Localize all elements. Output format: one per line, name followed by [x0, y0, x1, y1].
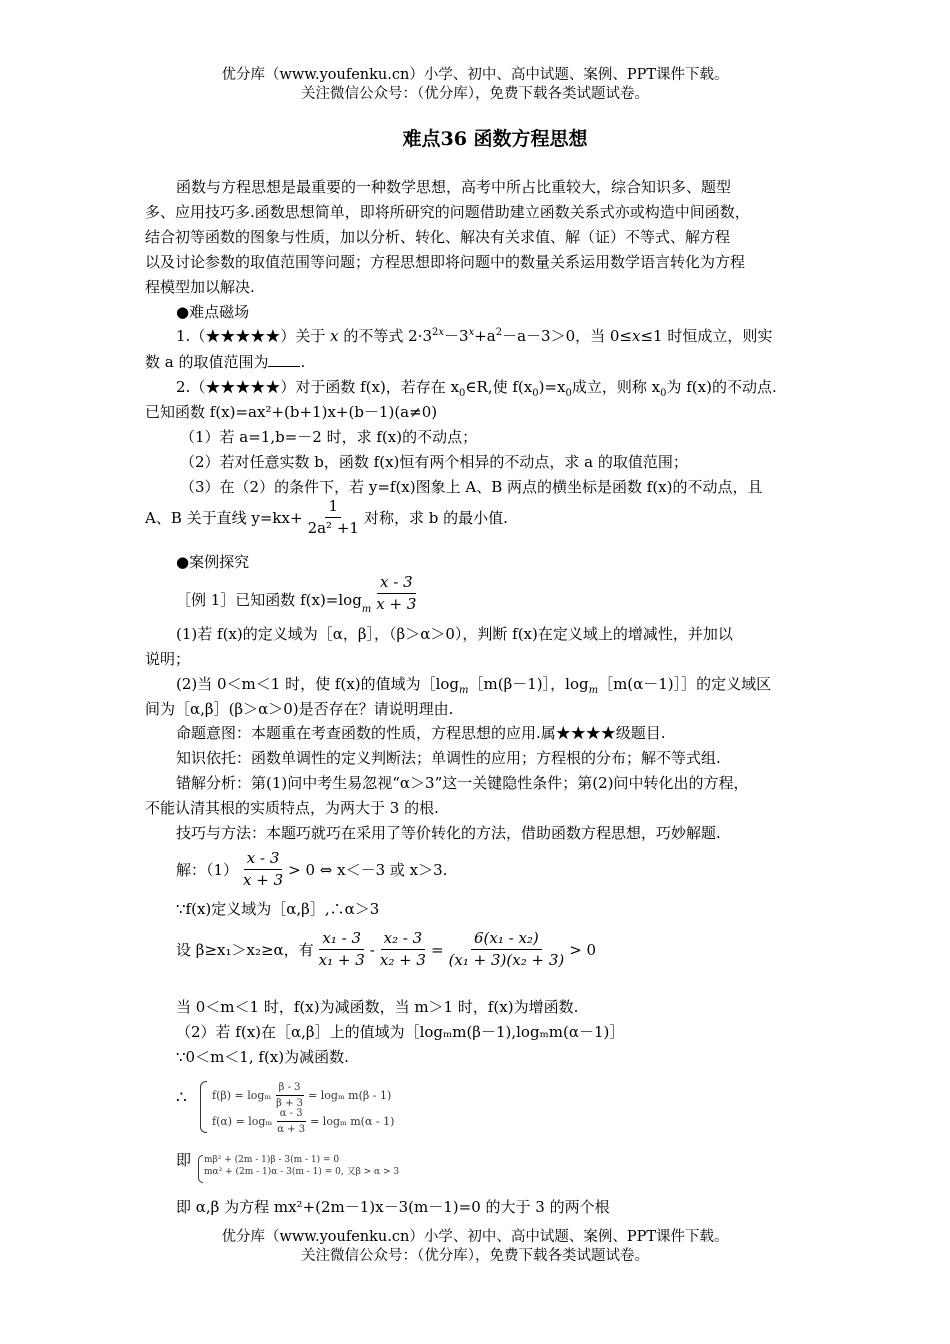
solution-step-2: ∵f(x)定义域为［α,β］,∴α＞3 — [176, 900, 380, 918]
brace — [198, 1155, 203, 1183]
star-rating: （★★★★★） — [190, 327, 296, 345]
solution-step-3: 设 β≥x₁＞x₂≥α，有 $\frac{\text{x₁ - 3}}{\text{x₁ + 3}}$ - $\frac{\text{x₂ - 3}}{\text{x₂ + 3}}$ = $\frac{\text{6(x₁ - x₂)}}{\text{(x₁ + 3)(x₂ + 3)}}$ > 0 — [176, 929, 597, 969]
example-1-q1: (1)若 f(x)的定义域为［α，β］，（β＞α＞0），判断 f(x)在定义域上的增减性，并加以 — [176, 625, 733, 643]
section-difficulty: ●难点磁场 — [176, 303, 250, 321]
problem-2: 2.（★★★★★）对于函数 f(x)，若存在 $x_0\in R$,使 $f(x_0)=x_0$成立，则称 $x_0$为 f(x)的不动点. — [176, 378, 777, 399]
knowledge-basis: 知识依托：函数单调性的定义判断法；单调性的应用；方程根的分布；解不等式组. — [176, 749, 721, 767]
error-analysis: 错解分析：第(1)问中考生易忽视“α＞3”这一关键隐性条件；第(2)问中转化出的方程， — [176, 774, 749, 792]
example-1: ［例 1］已知函数 f(x)=log m $\frac{x - 3}{x + 3}$ — [176, 574, 421, 613]
solution-step-4: 当 0＜m＜1 时，f(x)为减函数，当 m＞1 时，f(x)为增函数. — [176, 998, 579, 1016]
section-cases: ●案例探究 — [176, 553, 250, 571]
footer-line-1: 优分库（www.youfenku.cn）小学、初中、高中试题、案例、PPT课件下载。 — [221, 1229, 729, 1245]
header-line-1: 优分库（www.youfenku.cn）小学、初中、高中试题、案例、PPT课件下载。 — [221, 67, 729, 83]
example-1-q2: (2)当 0＜m＜1 时，使 f(x)的值域为$[\log_m[m(\beta-1)]$，$\log_m[m(\alpha-1)]]$的定义域区 — [176, 675, 772, 696]
header-line-2: 关注微信公众号：（优分库），免费下载各类试题试卷。 — [301, 86, 649, 102]
system-eq-1: f(β) = logₘ $\frac{\beta - 3}{\beta + 3}$ = logₘ m(β - 1) — [212, 1082, 392, 1109]
system-eq-2: f(α) = logₘ $\frac{\alpha - 3}{\alpha + 3}$ = logₘ m(α - 1) — [212, 1108, 395, 1135]
brace — [200, 1081, 207, 1133]
error-analysis-cont: 不能认清其根的实质特点，为两大于 3 的根. — [145, 799, 439, 817]
fraction: $\frac{x - 3}{x + 3}$ — [376, 573, 417, 613]
intent: 命题意图：本题重在考查函数的性质，方程思想的应用.属★★★★级题目. — [176, 724, 666, 742]
problem-1: 1.（★★★★★）关于 x 的不等式 $2\cdot 3^{2x}-3^x+a^2-a-3>0$，当 0≤x≤1 时恒成立，则实 — [176, 327, 773, 345]
intro-line-4: 以及讨论参数的取值范围等问题；方程思想即将问题中的数量关系运用数学语言转化为方程 — [145, 253, 746, 271]
solution-step-5: （2）若 f(x)在［α,β］上的值域为［logₘm(β－1),logₘm(α－1)］ — [176, 1023, 625, 1041]
problem-2-q1: （1）若 a=1,b=－2 时，求 f(x)的不动点； — [180, 428, 478, 446]
therefore-sign: ∴ — [176, 1088, 187, 1108]
fraction: $\frac{1}{\text{2a² +1}}$ — [307, 497, 359, 537]
technique: 技巧与方法：本题巧就巧在采用了等价转化的方法，借助函数方程思想，巧妙解题. — [176, 824, 721, 842]
quadratic-system: mβ² + (2m - 1)β - 3(m - 1) = 0 mα² + (2m - 1)α - 3(m - 1) = 0 , 又β > α > 3 — [204, 1155, 400, 1177]
solution-step-6: ∵0＜m＜1, f(x)为减函数. — [176, 1048, 349, 1066]
example-1-q1-cont: 说明； — [145, 650, 191, 668]
fraction: $\frac{x - 3}{x + 3}$ — [243, 849, 284, 889]
ji-label: 即 — [176, 1151, 192, 1169]
intro-line-3: 结合初等函数的图象与性质，加以分析、转化、解决有关求值、解（证）不等式、解方程 — [145, 228, 731, 246]
intro-line-1: 函数与方程思想是最重要的一种数学思想，高考中所占比重较大，综合知识多、题型 — [176, 178, 732, 196]
problem-2-q3-cont: A、B 关于直线 y=kx+ $\frac{1}{\text{2a² +1}}$ 对称，求 b 的最小值. — [145, 497, 508, 537]
page-footer — [0, 1228, 950, 1266]
page-title: 难点36 函数方程思想 — [402, 128, 588, 150]
solution-conclusion: 即 α,β 为方程 mx²+(2m－1)x－3(m－1)=0 的大于 3 的两个根 — [176, 1198, 610, 1216]
example-1-q2-cont: 间为［α,β］(β＞α＞0)是否存在？请说明理由. — [145, 700, 454, 718]
page-header — [0, 66, 950, 104]
intro-line-2: 多、应用技巧多.函数思想简单，即将所研究的问题借助建立函数关系式亦或构造中间函数， — [145, 203, 750, 221]
solution-step-1: 解：（1） $\frac{x - 3}{x + 3}$ > 0 ⇔ x＜－3 或 x＞3. — [176, 849, 448, 889]
answer-blank — [268, 352, 300, 367]
intro-line-5: 程模型加以解决. — [145, 278, 255, 296]
problem-2-q3: （3）在（2）的条件下，若 y=f(x)图象上 A、B 两点的横坐标是函数 f(x)的不动点，且 — [180, 478, 763, 496]
footer-line-2: 关注微信公众号：（优分库），免费下载各类试题试卷。 — [301, 1248, 649, 1264]
problem-2-function: 已知函数 f(x)=ax²+(b+1)x+(b－1)(a≠0) — [145, 403, 438, 421]
problem-2-q2: （2）若对任意实数 b，函数 f(x)恒有两个相异的不动点，求 a 的取值范围； — [180, 453, 688, 471]
problem-1-line-2: 数 a 的取值范围为 . — [145, 353, 306, 371]
